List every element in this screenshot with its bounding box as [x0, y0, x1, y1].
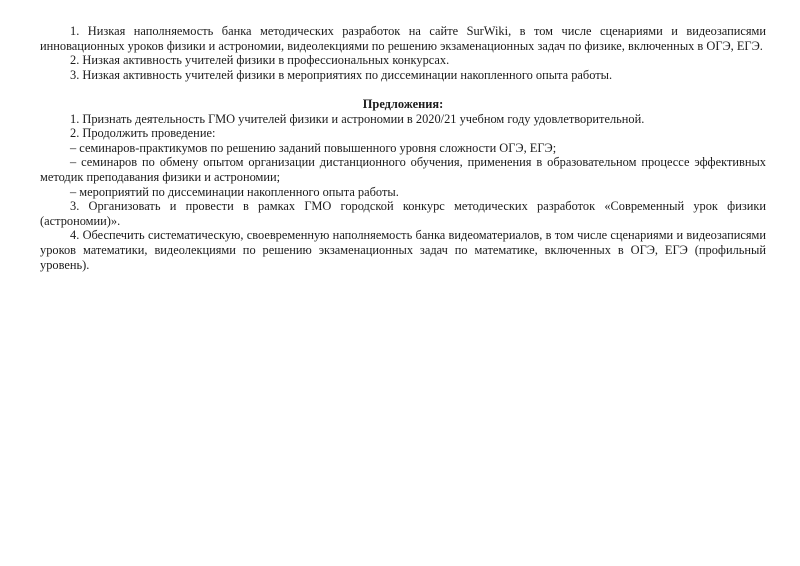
paragraph-proposal-4: 4. Обеспечить систематическую, своевременную наполняемость банка видеоматериалов, в том числе сценариями и видеозаписями уроков математики, видеолекциями по решению экзаменационных задач по математике, включенных в ОГЭ, ЕГЭ (профильный уровень).	[40, 228, 766, 272]
heading-proposals: Предложения:	[362, 96, 444, 111]
paragraph-proposal-3: 3. Организовать и провести в рамках ГМО городской конкурс методических разработок «Современный урок физики (астрономии)».	[40, 199, 766, 228]
paragraph-proposal-2-dash-3: – мероприятий по диссеминации накопленного опыта работы.	[70, 184, 399, 199]
paragraph-proposal-2: 2. Продолжить проведение:	[70, 126, 216, 141]
paragraph-problem-1: 1. Низкая наполняемость банка методических разработок на сайте SurWiki, в том числе сценариями и видеозаписями инновационных уроков физики и астрономии, видеолекциями по решению экзаменационных задач по физике, включенных в ОГЭ, ЕГЭ.	[40, 24, 766, 53]
paragraph-problem-2: 2. Низкая активность учителей физики в профессиональных конкурсах.	[70, 53, 450, 68]
paragraph-proposal-2-dash-1: – семинаров-практикумов по решению заданий повышенного уровня сложности ОГЭ, ЕГЭ;	[70, 140, 557, 155]
paragraph-spacer	[40, 82, 766, 97]
paragraph-proposal-1: 1. Признать деятельность ГМО учителей физики и астрономии в 2020/21 учебном году удовлетворительной.	[70, 111, 645, 126]
paragraph-proposal-2-dash-2: – семинаров по обмену опытом организации дистанционного обучения, применения в образовательном процессе эффективных методик преподавания физики и астрономии;	[40, 155, 766, 184]
document-body	[40, 24, 766, 272]
paragraph-problem-3: 3. Низкая активность учителей физики в мероприятиях по диссеминации накопленного опыта работы.	[70, 67, 613, 82]
